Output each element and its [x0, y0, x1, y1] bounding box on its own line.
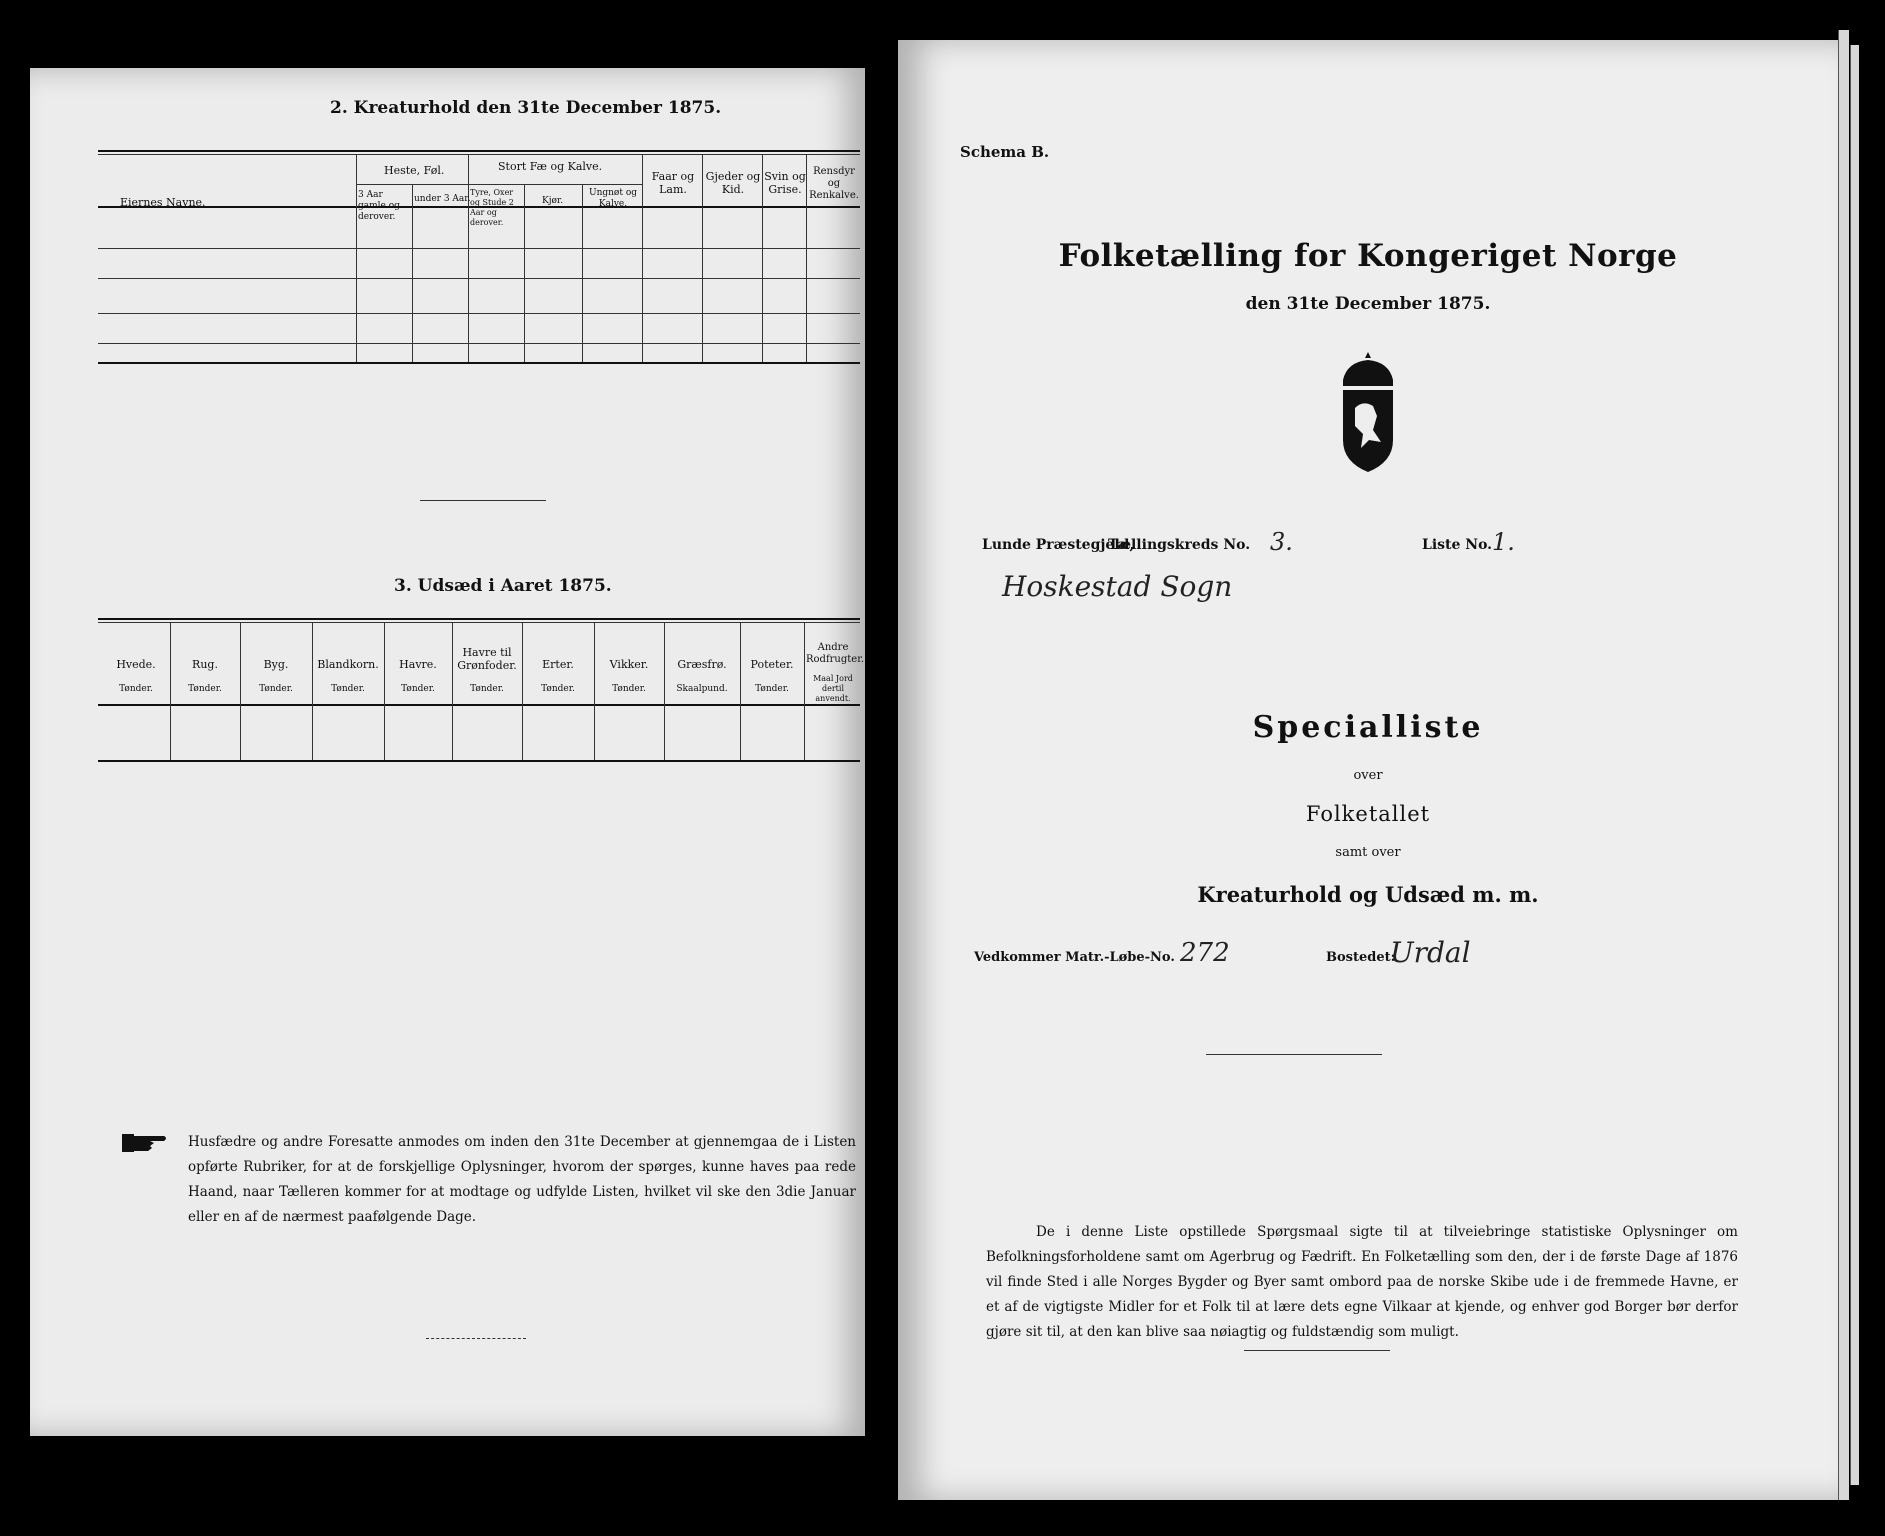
sow-col-8: Græsfrø. — [677, 658, 727, 671]
liste-value: 1. — [1492, 528, 1515, 556]
heste-col-b: under 3 Aar. — [414, 194, 471, 204]
schema-label: Schema B. — [960, 143, 1050, 161]
over-text-1: over — [1353, 768, 1383, 783]
svin-header: Svin og Grise. — [764, 170, 806, 196]
sow-unit-6: Tønder. — [541, 684, 575, 694]
sow-col-1: Rug. — [192, 658, 218, 671]
page-edge — [1850, 45, 1859, 1485]
kreaturhold-heading: Kreaturhold og Udsæd m. m. — [1197, 882, 1539, 907]
divider — [426, 1338, 526, 1339]
sow-unit-0: Tønder. — [119, 684, 153, 694]
section3-title: 3. Udsæd i Aaret 1875. — [394, 576, 612, 596]
bosted-value: Urdal — [1390, 936, 1471, 969]
folketallet-heading: Folketallet — [1305, 802, 1431, 826]
sow-unit-2: Tønder. — [259, 684, 293, 694]
section2-title: 2. Kreaturhold den 31te December 1875. — [330, 98, 722, 118]
sow-col-5: Havre til Grønfoder. — [457, 646, 517, 672]
gjeder-header: Gjeder og Kid. — [705, 170, 761, 196]
sow-unit-7: Tønder. — [612, 684, 646, 694]
sow-unit-3: Tønder. — [331, 684, 365, 694]
sow-unit-10: Maal Jord dertil anvendt. — [813, 674, 853, 703]
sow-col-2: Byg. — [263, 658, 289, 671]
krets-value: 3. — [1270, 528, 1293, 556]
sow-unit-4: Tønder. — [401, 684, 435, 694]
norway-coat-of-arms-icon — [1333, 350, 1403, 480]
divider — [420, 500, 546, 501]
sow-unit-8: Skaalpund. — [676, 684, 728, 694]
stort-col-b: Kjør. — [542, 196, 564, 206]
samt-over-text: samt over — [1335, 845, 1401, 860]
pointing-hand-icon — [120, 1130, 170, 1160]
faar-header: Faar og Lam. — [651, 170, 695, 196]
divider — [1206, 1054, 1382, 1055]
sow-col-10: Andre Rodfrugter. — [806, 642, 865, 665]
bosted-label: Bostedet: — [1326, 950, 1396, 965]
sogn-handwritten: Hoskestad Sogn — [1002, 570, 1233, 603]
sow-unit-5: Tønder. — [470, 684, 504, 694]
specialliste-heading: Specialliste — [1252, 710, 1484, 745]
right-page — [898, 40, 1838, 1500]
form-title: Folketælling for Kongeriget Norge — [1058, 238, 1678, 274]
sow-col-0: Hvede. — [116, 658, 156, 671]
notice-text: Husfædre og andre Foresatte anmodes om inden den 31te December at gjennemgaa de i Listen opførte Rubriker, for at de forskjellige Oplysninger, hvorom der spørges, kunne haves paa rede Haand, naar Tælleren kommer for at modtage og udfylde Listen, hvilket vil ske den 3die Januar eller en af de nærmest paafølgende Dage. — [188, 1134, 856, 1225]
rensdyr-header: Rensdyr og Renkalve. — [809, 166, 859, 201]
heste-col-a: 3 Aar gamle og derover. — [358, 190, 400, 222]
sow-col-9: Poteter. — [750, 658, 794, 671]
sow-unit-1: Tønder. — [188, 684, 222, 694]
page-edge — [1838, 30, 1849, 1500]
sow-col-7: Vikker. — [609, 658, 649, 671]
divider — [1244, 1350, 1390, 1351]
sow-col-4: Havre. — [399, 658, 437, 671]
left-page — [30, 68, 865, 1436]
sow-col-6: Erter. — [542, 658, 574, 671]
sow-col-3: Blandkorn. — [317, 658, 379, 671]
stort-fae-header: Stort Fæ og Kalve. — [498, 160, 603, 173]
stort-col-a: Tyre, Oxer og Stude 2 Aar og derover. — [470, 188, 514, 227]
stort-col-c: Ungnøt og Kalve. — [588, 188, 637, 209]
explanation-paragraph: De i denne Liste opstillede Spørgsmaal sigte til at tilveiebringe statistiske Oplysninger om Befolkningsforholdene samt om Agerbrug og Fædrift. En Folketælling som den, der i de første Dage af 1876 vil finde Sted i alle Norges Bygder og Byer samt ombord paa de norske Skibe ude i de fremmede Havne, er et af de vigtigste Midler for et Folk til at lære dets egne Vilkaar at kjende, og enhver god Borger bør derfor gjøre sit til, at den kan blive saa nøiagtig og fuldstændig som muligt. — [986, 1224, 1738, 1340]
form-subtitle: den 31te December 1875. — [1245, 294, 1491, 314]
sow-unit-9: Tønder. — [755, 684, 789, 694]
prestegjeld-label: Lunde Præstegjeld, — [982, 537, 1135, 553]
liste-label: Liste No. — [1422, 537, 1493, 553]
krets-label: Tællingskreds No. — [1108, 537, 1251, 553]
owner-name-header: Eiernes Navne. — [120, 196, 206, 209]
matr-value: 272 — [1180, 938, 1230, 968]
heste-header: Heste, Føl. — [384, 164, 445, 177]
matr-label: Vedkommer Matr.-Løbe-No. — [974, 950, 1175, 965]
